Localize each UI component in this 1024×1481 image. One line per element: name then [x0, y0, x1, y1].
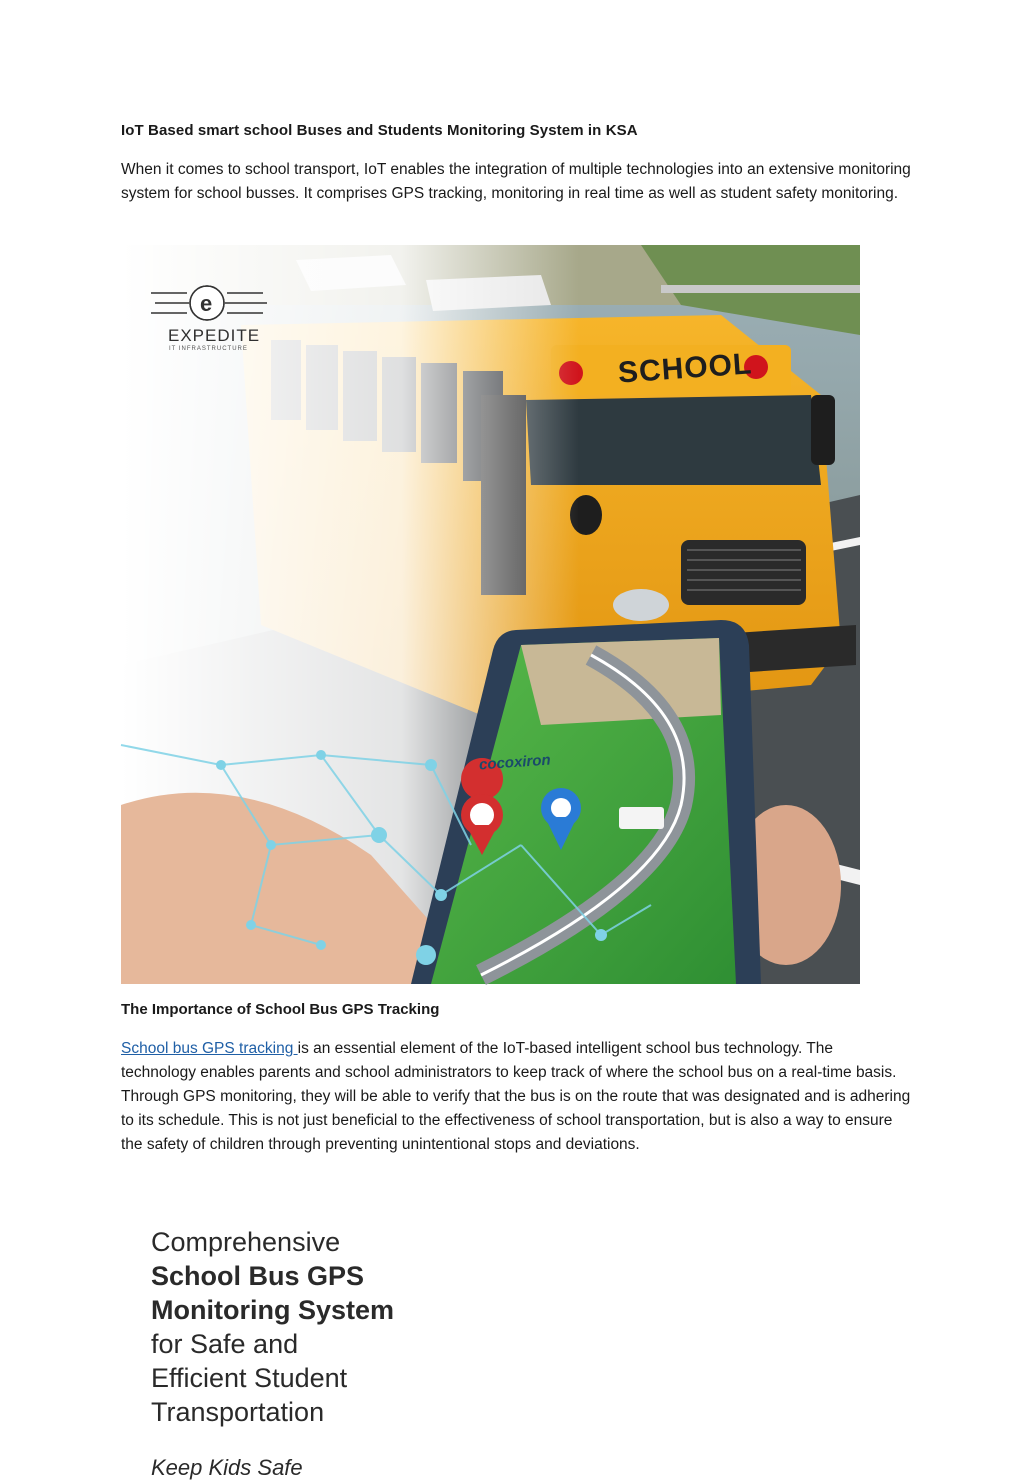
headline-line-6: Transportation — [151, 1397, 325, 1427]
headline-line-4: for Safe and — [151, 1329, 299, 1359]
section-heading-gps: The Importance of School Bus GPS Tracking — [121, 1001, 440, 1018]
section-heading-iot: IoT Based smart school Buses and Students Monitoring System in KSA — [121, 122, 638, 139]
headline-line-2: School Bus GPS — [151, 1261, 365, 1291]
headline-line-5: Efficient Student — [151, 1363, 348, 1393]
headline-line-1: Comprehensive — [151, 1227, 341, 1257]
school-bus-gps-tracking-link[interactable]: School bus GPS tracking — [121, 1040, 298, 1057]
bus-school-sign: SCHOOL — [616, 347, 754, 390]
map-label: cocoxiron — [478, 751, 552, 774]
gps-paragraph — [121, 1037, 911, 1157]
expedite-logo-text: EXPEDITE — [168, 326, 261, 345]
svg-text:e: e — [200, 291, 213, 316]
intro-paragraph: When it comes to school transport, IoT enables the integration of multiple technologies into an extensive monitoring system for school busses. It comprises GPS tracking, monitoring in real time as well as student safety monitoring. — [121, 161, 911, 202]
hero-tagline: Keep Kids Safe — [151, 1455, 303, 1480]
gps-paragraph-text: is an essential element of the IoT-based intelligent school bus technology. The technology enables parents and school administrators to keep track of where the school bus on a real-time basis. Through GPS monitoring, they will be able to verify that the bus is on the route that was designated and is adhering to its schedule. This is not just beneficial to the effectiveness of school transportation, but is also a way to ensure the safety of children through preventing unintentional stops and deviations. — [121, 1040, 911, 1153]
headline-line-3: Monitoring System — [151, 1295, 395, 1325]
expedite-logo-subtext: IT INFRASTRUCTURE — [169, 346, 248, 352]
